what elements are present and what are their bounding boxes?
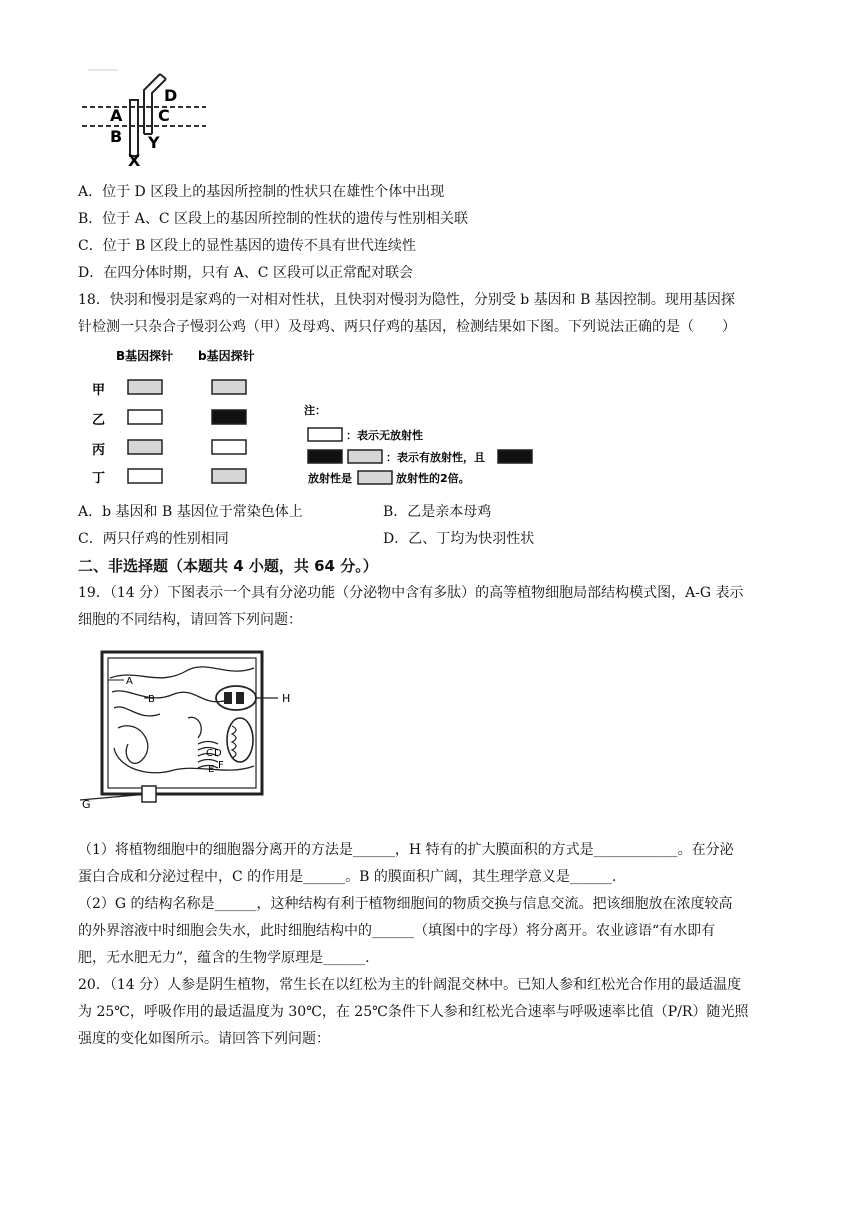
q20-stem-line-2: 为 25℃，呼吸作用的最适温度为 30℃，在 25℃条件下人参和红松光合速率与呼吸速率比值（P/R）随光照 bbox=[78, 1004, 749, 1020]
probe-figure bbox=[88, 344, 548, 490]
chromosome-figure bbox=[78, 60, 218, 168]
q19-stem-line-1: 19．（14 分）下图表示一个具有分泌功能（分泌物中含有多肽）的高等植物细胞局部结构模式图，A-G 表示 bbox=[78, 585, 744, 601]
fig18-row-yi: 乙 bbox=[92, 413, 106, 428]
fig19-label-G: G bbox=[82, 798, 91, 811]
q19-sub-line-1: （1）将植物细胞中的细胞器分离开的方法是______，H 特有的扩大膜面积的方式是____________。在分泌 bbox=[78, 842, 734, 858]
fig17-label-X: X bbox=[128, 151, 141, 168]
fig18-note-1: ：表示无放射性 bbox=[346, 429, 423, 442]
fig17-label-A: A bbox=[110, 106, 123, 125]
fig19-label-E: E bbox=[208, 764, 215, 775]
fig18-note-2: ：表示有放射性，且 bbox=[386, 451, 485, 464]
q17-option-d: D．在四分体时期，只有 A、C 区段可以正常配对联会 bbox=[78, 265, 413, 281]
q19-sub-line-2: 蛋白合成和分泌过程中，C 的作用是______。B 的膜面积广阔，其生理学意义是______. bbox=[78, 869, 617, 885]
fig17-label-D: D bbox=[164, 86, 178, 105]
fig17-label-C: C bbox=[158, 106, 170, 125]
q18-option-d: D．乙、丁均为快羽性状 bbox=[383, 531, 535, 547]
fig18-col-B: B基因探针 bbox=[116, 349, 174, 363]
q19-sub-line-4: 的外界溶液中时细胞会失水，此时细胞结构中的______（填图中的字母）将分离开。农业谚语“有水即有 bbox=[78, 923, 716, 939]
q18-stem-line-1: 18．快羽和慢羽是家鸡的一对相对性状，且快羽对慢羽为隐性，分别受 b 基因和 B 基因控制。现用基因探 bbox=[78, 292, 735, 308]
fig19-label-B: B bbox=[148, 694, 155, 705]
q17-option-a: A．位于 D 区段上的基因所控制的性状只在雄性个体中出现 bbox=[78, 184, 445, 200]
q17-option-c: C．位于 B 区段上的显性基因的遗传不具有世代连续性 bbox=[78, 238, 416, 254]
q18-option-c: C．两只仔鸡的性别相同 bbox=[78, 531, 229, 547]
fig18-note-title: 注： bbox=[304, 404, 326, 417]
q19-sub-line-5: 肥，无水肥无力”，蕴含的生物学原理是______. bbox=[78, 950, 370, 966]
fig19-label-A: A bbox=[126, 676, 133, 687]
fig19-label-H: H bbox=[282, 692, 291, 705]
q17-option-b: B．位于 A、C 区段上的基因所控制的性状的遗传与性别相关联 bbox=[78, 211, 469, 227]
section-2-title: 二、非选择题（本题共 4 小题，共 64 分。） bbox=[78, 557, 378, 575]
q19-sub-line-3: （2）G 的结构名称是______，这种结构有利于植物细胞间的物质交换与信息交流。把该细胞放在浓度较高 bbox=[78, 896, 733, 912]
fig18-col-b: b基因探针 bbox=[198, 349, 255, 363]
fig18-row-ding: 丁 bbox=[92, 471, 106, 486]
fig18-note-3a: 放射性是 bbox=[308, 472, 352, 485]
fig19-label-C: C bbox=[206, 748, 213, 759]
fig19-label-F: F bbox=[218, 760, 224, 771]
q18-option-a: A．b 基因和 B 基因位于常染色体上 bbox=[78, 504, 303, 520]
fig18-row-jia: 甲 bbox=[92, 383, 106, 398]
fig17-label-B: B bbox=[110, 127, 123, 146]
q20-stem-line-3: 强度的变化如图所示。请回答下列问题： bbox=[78, 1031, 330, 1047]
q20-stem-line-1: 20．（14 分）人参是阴生植物，常生长在以红松为主的针阔混交林中。已知人参和红松光合作用的最适温度 bbox=[78, 977, 742, 993]
fig19-label-D: D bbox=[214, 748, 222, 759]
fig17-label-Y: Y bbox=[148, 133, 160, 152]
cell-structure-figure bbox=[78, 648, 308, 818]
q19-stem-line-2: 细胞的不同结构，请回答下列问题： bbox=[78, 612, 302, 628]
fig18-row-bing: 丙 bbox=[92, 443, 106, 458]
q18-option-b: B．乙是亲本母鸡 bbox=[383, 504, 492, 520]
fig18-note-3b: 放射性的2倍。 bbox=[396, 472, 470, 485]
q18-stem-line-2: 针检测一只杂合子慢羽公鸡（甲）及母鸡、两只仔鸡的基因，检测结果如下图。下列说法正确的是（ ） bbox=[78, 319, 736, 335]
